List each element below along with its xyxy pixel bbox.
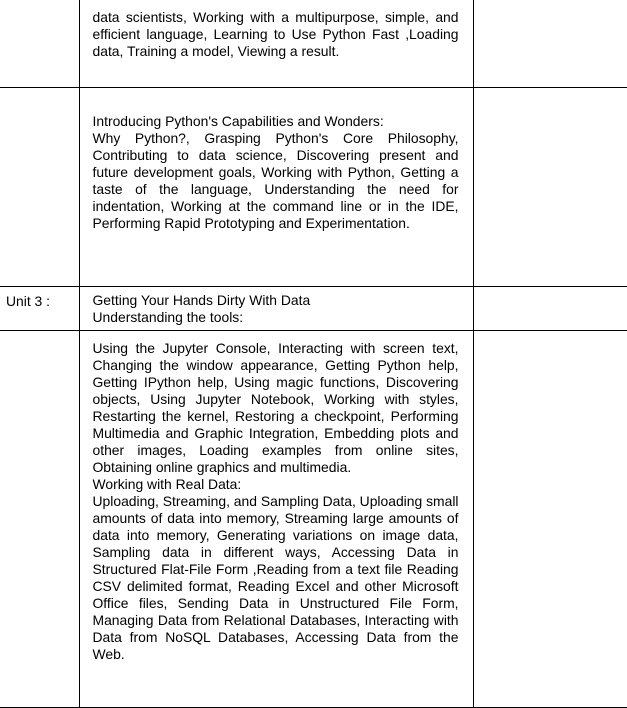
topics-heading: Working with Real Data: <box>92 476 242 492</box>
topics-text: Understanding the tools: <box>92 309 244 325</box>
empty-cell <box>473 331 627 708</box>
unit-label <box>0 88 79 94</box>
topics-heading: Getting Your Hands Dirty With Data <box>92 292 311 308</box>
table-row <box>0 0 627 88</box>
topics-cell <box>79 88 473 287</box>
unit-cell <box>0 331 79 708</box>
topics-text: Why Python?, Grasping Python's Core Philosophy, Contributing to data science, Discovering present and future development goals, Working with Python, Getting a taste of the language, Understanding the need for indentation, Working at the command line or in the IDE, Performing Rapid Prototyping and Experimentation. <box>92 130 459 231</box>
unit-cell <box>0 287 79 331</box>
table-row <box>0 88 627 287</box>
topics-cell <box>79 0 473 88</box>
empty-cell <box>473 0 627 88</box>
unit-cell <box>0 0 79 88</box>
unit-label: Unit 3 : <box>6 293 51 309</box>
unit-cell <box>0 88 79 287</box>
topics-text: Using the Jupyter Console, Interacting with screen text, Changing the window appearance, Getting Python help, Getting IPython help, Using magic functions, Discovering objects, Using Jupyter Notebook, Working with styles, Restarting the kernel, Restoring a checkpoint, Performing Multimedia and Graphic Integration, Embedding plots and other images, Loading examples from online sites, Obtaining online graphics and multimedia. <box>92 340 459 475</box>
table-row <box>0 287 627 331</box>
topics-text: Uploading, Streaming, and Sampling Data, Uploading small amounts of data into memory, Streaming large amounts of data into memory, Generating variations on image data, Sampling data in different ways, Accessing Data in Structured Flat-File Form ,Reading from a text file Reading CSV delimited format, Reading Excel and other Microsoft Office files, Sending Data in Unstructured File Form, Managing Data from Relational Databases, Interacting with Data from NoSQL Databases, Accessing Data from the Web. <box>92 493 459 662</box>
empty-cell <box>473 287 627 331</box>
topics-cell <box>79 331 473 708</box>
topics-cell <box>79 287 473 331</box>
topics-heading: Introducing Python's Capabilities and Wonders: <box>92 113 384 129</box>
table-row <box>0 331 627 708</box>
empty-cell <box>473 88 627 287</box>
unit-label <box>0 331 79 337</box>
topics-text: data scientists, Working with a multipurpose, simple, and efficient language, Learning to Use Python Fast ,Loading data, Training a model, Viewing a result. <box>92 9 459 59</box>
unit-label <box>0 0 79 6</box>
